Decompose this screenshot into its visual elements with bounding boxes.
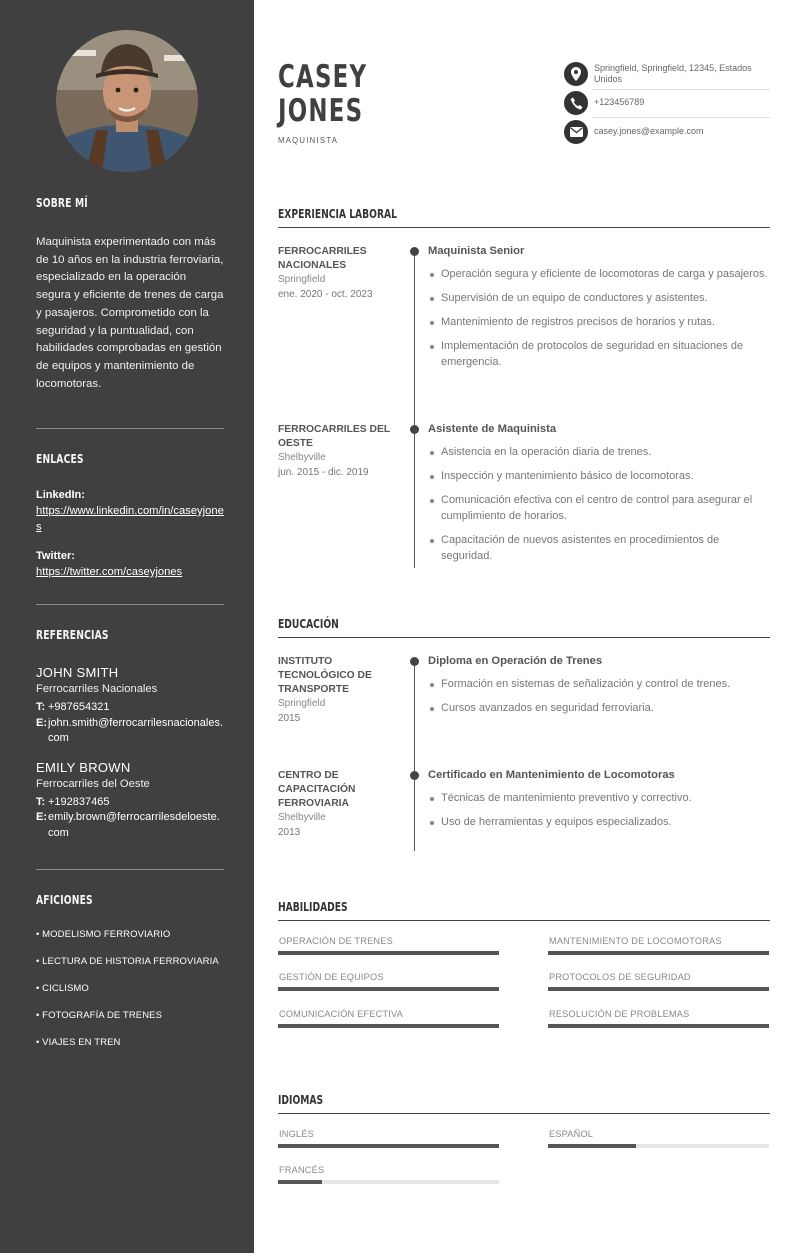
skill-level-bar [278, 951, 499, 955]
last-name: JONES [278, 93, 364, 129]
education-date: 2013 [278, 827, 301, 838]
hobbies-list [36, 929, 224, 1064]
language-level-bar [278, 1144, 499, 1148]
timeline-dot [410, 771, 419, 780]
reference-phone [36, 700, 224, 716]
divider [36, 604, 224, 605]
address-text: Springfield, Springfield, 12345, Estados Unidos [594, 62, 752, 84]
language-label: ESPAÑOL [549, 1129, 594, 1139]
twitter-link[interactable]: https://twitter.com/caseyjones [36, 566, 183, 578]
link-item-twitter [36, 550, 224, 580]
linkedin-link[interactable]: https://www.linkedin.com/in/caseyjones [36, 505, 224, 533]
education-heading [278, 617, 770, 631]
email-value: emily.brown@ferrocarrilesdeloeste.com [48, 811, 220, 839]
language-item [278, 1129, 499, 1148]
section-rule [278, 920, 770, 921]
responsibility-item: Mantenimiento de registros precisos de horarios y rutas. [428, 314, 770, 330]
profile-photo [56, 30, 198, 172]
skill-item [548, 1009, 769, 1028]
skills-heading [278, 900, 770, 914]
skill-level-fill [548, 987, 769, 991]
skill-label: MANTENIMIENTO DE LOCOMOTORAS [549, 936, 722, 946]
institution-name: CENTRO DE CAPACITACIÓN FERROVIARIA [278, 770, 356, 809]
reference-item [36, 665, 224, 747]
skill-level-fill [278, 1024, 499, 1028]
responsibility-item: Inspección y mantenimiento básico de locomotoras. [428, 468, 770, 484]
divider [36, 428, 224, 429]
skill-level-bar [548, 987, 769, 991]
reference-email [36, 810, 224, 841]
reference-email [36, 716, 224, 747]
skill-level-fill [548, 1024, 769, 1028]
employer-name: FERROCARRILES NACIONALES [278, 246, 367, 271]
skills-heading-text: HABILIDADES [278, 900, 348, 914]
responsibility-item: Operación segura y eficiente de locomotoras de carga y pasajeros. [428, 266, 770, 282]
full-name [278, 60, 367, 128]
phone-text: +123456789 [594, 97, 645, 108]
education-detail-item: Cursos avanzados en seguridad ferroviaria. [428, 700, 770, 716]
section-rule [278, 637, 770, 638]
link-item-linkedin [36, 489, 224, 535]
phone-label: T: [36, 701, 46, 713]
language-item [278, 1165, 499, 1184]
references-heading: REFERENCIAS [36, 628, 109, 642]
phone-value: +987654321 [48, 701, 110, 713]
divider [36, 869, 224, 870]
reference-name: EMILY BROWN [36, 759, 131, 775]
responsibility-item: Capacitación de nuevos asistentes en procedimientos de seguridad. [428, 532, 770, 564]
phone-icon [564, 91, 588, 115]
skill-item [548, 972, 769, 991]
institution-location: Springfield [278, 698, 326, 709]
employment-dates: ene. 2020 - oct. 2023 [278, 289, 373, 300]
education-entry-body [428, 655, 770, 724]
phone-label: T: [36, 795, 46, 808]
timeline-dot [410, 425, 419, 434]
language-level-fill [278, 1144, 499, 1148]
skill-level-fill [278, 951, 499, 955]
skill-item [278, 972, 499, 991]
experience-entry-meta [278, 423, 402, 480]
contact-phone [564, 91, 770, 115]
education-timeline [414, 661, 415, 851]
links-heading: ENLACES [36, 452, 84, 466]
employer-location: Shelbyville [278, 452, 326, 463]
skill-level-bar [548, 1024, 769, 1028]
education-entry-body [428, 769, 770, 838]
hobbies-section [36, 893, 224, 1064]
section-rule [278, 227, 770, 228]
education-heading-text: EDUCACIÓN [278, 617, 339, 631]
about-text: Maquinista experimentado con más de 10 años en la industria ferroviaria, especializado en la operación segura y eficiente de trenes de carga y pasajeros. Comprometido con la seguridad y la puntualidad, con habilidades comprobadas en gestión de equipos y mantenimiento de locomotoras. [36, 236, 224, 390]
responsibility-item: Asistencia en la operación diaria de trenes. [428, 444, 770, 460]
language-label: INGLÉS [279, 1129, 314, 1139]
timeline-dot [410, 247, 419, 256]
education-entry-meta [278, 769, 402, 840]
responsibility-item: Implementación de protocolos de seguridad en situaciones de emergencia. [428, 338, 770, 370]
hobby-item: • VIAJES EN TREN [36, 1037, 121, 1048]
reference-phone [36, 795, 224, 811]
reference-company: Ferrocarriles del Oeste [36, 777, 150, 790]
reference-name: JOHN SMITH [36, 665, 119, 680]
language-level-bar [278, 1180, 499, 1184]
hobby-item: • MODELISMO FERROVIARIO [36, 929, 171, 940]
education-entry-meta [278, 655, 402, 726]
skill-item [278, 936, 499, 955]
section-rule [278, 1113, 770, 1114]
experience-entry-body [428, 423, 770, 572]
education-detail-item: Formación en sistemas de señalización y control de trenes. [428, 676, 770, 692]
responsibility-list [428, 444, 770, 564]
skill-level-bar [548, 951, 769, 955]
link-label: LinkedIn: [36, 489, 85, 501]
contact-address [564, 62, 770, 86]
responsibility-list [428, 266, 770, 370]
education-detail-list [428, 676, 770, 716]
employment-dates: jun. 2015 - dic. 2019 [278, 467, 369, 478]
language-label: FRANCÉS [279, 1165, 325, 1175]
email-label: E: [36, 811, 47, 823]
timeline-dot [410, 657, 419, 666]
hobbies-heading: AFICIONES [36, 893, 93, 907]
about-section [36, 196, 224, 393]
experience-heading [278, 207, 770, 221]
skill-label: PROTOCOLOS DE SEGURIDAD [549, 972, 691, 982]
hobby-item: • LECTURA DE HISTORIA FERROVIARIA [36, 956, 219, 967]
hobby-item: • CICLISMO [36, 983, 89, 994]
references-section [36, 628, 224, 841]
envelope-icon [564, 120, 588, 144]
degree-title: Diploma en Operación de Trenes [428, 655, 603, 667]
reference-item [36, 760, 224, 842]
institution-name: INSTITUTO TECNOLÓGICO DE TRANSPORTE [278, 656, 372, 695]
job-title: MAQUINISTA [278, 135, 339, 145]
responsibility-item: Supervisión de un equipo de conductores y asistentes. [428, 290, 770, 306]
skill-level-bar [278, 1024, 499, 1028]
reference-company: Ferrocarriles Nacionales [36, 683, 158, 695]
experience-heading-text: EXPERIENCIA LABORAL [278, 207, 397, 221]
degree-title: Certificado en Mantenimiento de Locomotoras [428, 769, 675, 781]
skill-label: OPERACIÓN DE TRENES [279, 936, 393, 946]
contact-divider [593, 117, 770, 118]
employer-location: Springfield [278, 274, 326, 285]
contact-email [564, 120, 770, 144]
first-name: CASEY [278, 59, 368, 95]
skill-item [548, 936, 769, 955]
employer-name: FERROCARRILES DEL OESTE [278, 424, 390, 449]
about-heading: SOBRE MÍ [36, 196, 88, 210]
links-section [36, 452, 224, 580]
languages-heading [278, 1093, 770, 1107]
languages-heading-text: IDIOMAS [278, 1093, 324, 1107]
email-value: john.smith@ferrocarrilesnacionales.com [48, 716, 224, 744]
language-item [548, 1129, 769, 1148]
phone-value: +192837465 [48, 795, 110, 808]
job-role: Asistente de Maquinista [428, 423, 557, 435]
skill-level-bar [278, 987, 499, 991]
experience-timeline [414, 251, 415, 568]
sidebar [0, 0, 254, 1253]
language-level-fill [548, 1144, 636, 1148]
language-level-bar [548, 1144, 769, 1148]
education-detail-item: Uso de herramientas y equipos especializados. [428, 814, 770, 830]
email-text: casey.jones@example.com [594, 126, 704, 137]
skill-label: COMUNICACIÓN EFECTIVA [279, 1009, 403, 1019]
education-detail-list [428, 790, 770, 830]
hobby-item: • FOTOGRAFÍA DE TRENES [36, 1010, 163, 1021]
skill-item [278, 1009, 499, 1028]
institution-location: Shelbyville [278, 812, 326, 823]
job-role: Maquinista Senior [428, 245, 525, 257]
language-level-fill [278, 1180, 322, 1184]
skill-label: GESTIÓN DE EQUIPOS [279, 972, 384, 982]
skill-level-fill [278, 987, 499, 991]
location-pin-icon [564, 62, 588, 86]
email-label: E: [36, 716, 47, 729]
education-date: 2015 [278, 713, 301, 724]
experience-entry-body [428, 245, 770, 378]
experience-entry-meta [278, 245, 402, 302]
link-label: Twitter: [36, 550, 75, 562]
contact-divider [593, 89, 770, 90]
skill-level-fill [548, 951, 769, 955]
skill-label: RESOLUCIÓN DE PROBLEMAS [549, 1009, 690, 1019]
education-detail-item: Técnicas de mantenimiento preventivo y correctivo. [428, 790, 770, 806]
responsibility-item: Comunicación efectiva con el centro de control para asegurar el cumplimiento de horarios. [428, 492, 770, 524]
